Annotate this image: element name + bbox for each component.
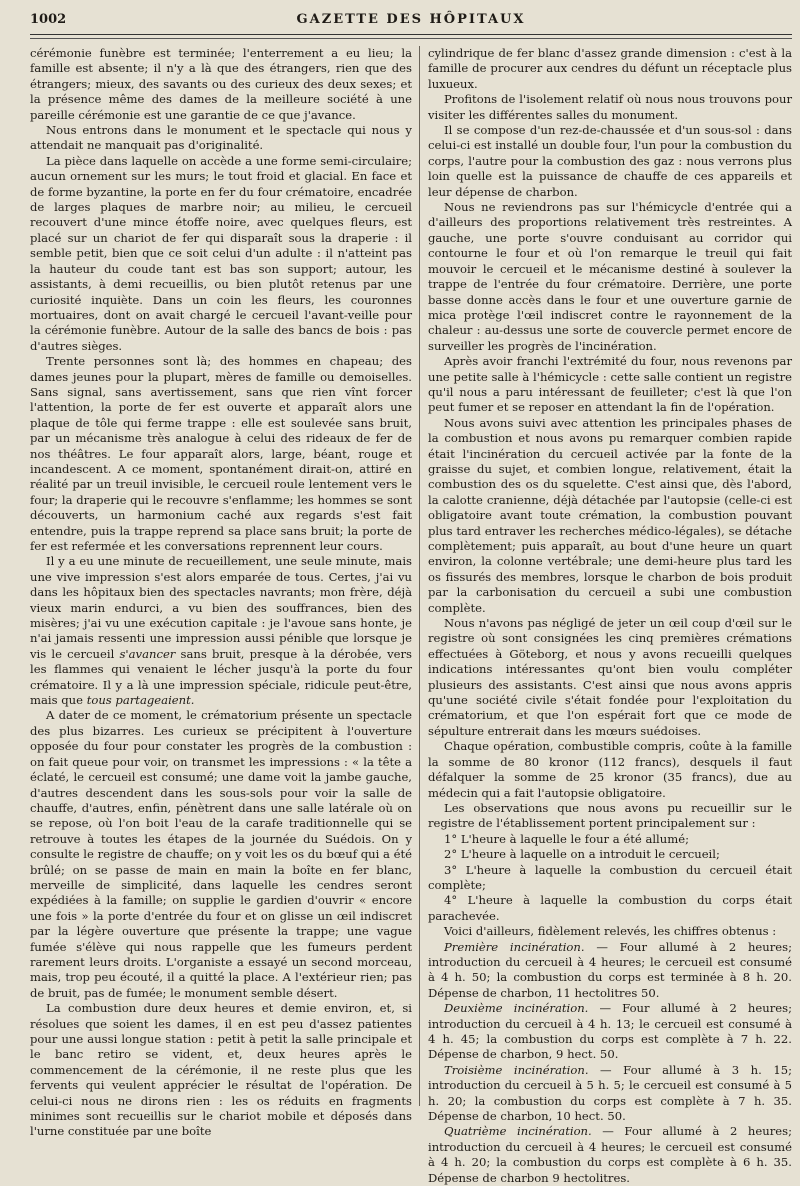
paragraph-text: Nous n'avons pas négligé de jeter un œil coup d'œil sur le registre où sont consignées les cinq premières crémations effectuées à Göteborg, et nous y avons recueilli quelques indications intéressantes qu'ont bien voulu compléter plusieurs des assistants. C'est ainsi que nous avons appris qu'une société civile s'était fondée pour l'exploitation du crématorium, et que l'on espérait fort que ce mode de sépulture entrerait dans les mœurs suédoises. <box>428 616 792 738</box>
paragraph-text: A dater de ce moment, le crématorium présente un spectacle des plus bizarres. Les curieux se précipitent à l'ouverture opposée du four pour constater les progrès de la combustion : on fait queue pour voir, on transmet les impressions : « la tête a éclaté, le cercueil est consumé; une dame voit la jambe gauche, d'autres descendent dans les sous-sols pour voir la salle de chauffe, d'autres, enfin, pénètrent dans une salle latérale où on se repose, où l'on boit l'eau de la carafe traditionnelle qui se retrouve à toutes les étapes de la journée du Suédois. On y consulte le registre de chauffe; on y voit les os du bœuf qui a été brûlé; on se passe de main en main la boîte en fer blanc, merveille de simplicité, dans laquelle les cendres seront expédiées à la famille; on supplie le gardien d'ouvrir « encore une fois » la porte d'entrée du four et on glisse un œil indiscret par la légère ouverture que présente la trappe; une vague fumée s'élève qui nous rappelle que les fumeurs perdent rarement leurs droits. L'organiste a essayé un second morceau, mais, trop peu écouté, il a quitté la place. A l'extérieur rien; pas de bruit, pas de fumée; le monument semble désert. <box>30 708 412 1000</box>
header-rule-thin <box>30 38 792 39</box>
italic-text: Troisième incinération. <box>444 1062 589 1077</box>
paragraph <box>30 1001 412 1140</box>
paragraph <box>30 154 412 354</box>
paragraph-text: 4° L'heure à laquelle la combustion du corps était parachevée. <box>428 893 792 923</box>
paragraph <box>428 1124 792 1186</box>
paragraph <box>428 940 792 1002</box>
right-column <box>428 46 792 1186</box>
paragraph <box>428 1063 792 1125</box>
paragraph-text: — Four allumé à 2 heures; introduction du cercueil à 4 h. 13; le cercueil est consumé à 4 h. 45; la combustion du corps est complète à 7 h. 22. Dépense de charbon, 9 hect. 50. <box>428 1001 792 1062</box>
paragraph-text: — Four allumé à 2 heures; introduction du cercueil à 4 heures; le cercueil est consumé à 4 h. 20; la combustion du corps est complète à 6 h. 35. Dépense de charbon 9 hectolitres. <box>428 1124 792 1185</box>
italic-text: tous partageaient. <box>86 693 195 708</box>
running-title: GAZETTE DES HÔPITAUX <box>296 12 526 27</box>
paragraph <box>30 354 412 554</box>
paragraph-text: Il se compose d'un rez-de-chaussée et d'un sous-sol : dans celui-ci est installé un double four, l'un pour la combustion du corps, l'autre pour la combustion des gaz : nous verrons plus loin quelle est la puissance de chauffe de ces appareils et leur dépense de charbon. <box>428 123 793 199</box>
paragraph-text: Nous entrons dans le monument et le spectacle qui nous y attendait ne manquait pas d'originalité. <box>30 123 412 153</box>
paragraph-text: Trente personnes sont là; des hommes en chapeau; des dames jeunes pour la plupart, mères de famille ou demoiselles. Sans signal, sans avertissement, sans que rien vînt forcer l'attention, la porte de fer est ouverte et apparaît alors une plaque de tôle qui ferme trappe : elle est soulevée sans bruit, par un mécanisme très analogue à celui des rideaux de fer de nos théâtres. Le four apparaît alors, large, béant, rouge et incandescent. A ce moment, spontanément dirait-on, attiré en réalité par un treuil invisible, le cercueil roule lentement vers le four; la draperie qui le recouvre s'enflamme; les hommes se sont découverts, un harmonium caché aux regards s'est fait entendre, puis la trappe reprend sa place sans bruit; la porte de fer est refermée et les conversations reprennent leur cours. <box>30 354 412 553</box>
paragraph <box>428 739 792 801</box>
paragraph <box>30 123 412 154</box>
column-divider <box>419 46 420 1106</box>
paragraph-text: Nous avons suivi avec attention les principales phases de la combustion et nous avons pu remarquer combien rapide était l'incinération du cercueil activée par la fonte de la graisse du sujet, et combien longue, relativement, était la combustion des os du squelette. C'est ainsi que, dès l'abord, la calotte cranienne, déjà détachée par l'autopsie (celle-ci est obligatoire avant toute crémation, la combustion pouvant plus tard entraver les recherches médico-légales), se détache complètement; puis apparaît, au bout d'une heure un quart environ, la colonne vertébrale; une demi-heure plus tard les os fissurés des membres, lorsque le charbon de bois produit par la carbonisation du cercueil a subi une combustion complète. <box>428 415 792 615</box>
paragraph-text: Profitons de l'isolement relatif où nous nous trouvons pour visiter les différentes salles du monument. <box>428 92 792 122</box>
italic-text: s'avancer <box>119 646 176 661</box>
paragraph-text: La combustion dure deux heures et demie environ, et, si résolues que soient les dames, il en est peu d'assez patientes pour une aussi longue station : petit à petit la salle principale et le banc retiro se vident, et, deux heures après le commencement de la cérémonie, il ne reste plus que les fervents qui veulent apprécier le résultat de l'opération. De celui-ci nous ne dirons rien : les os réduits en fragments minimes sont recueillis sur le chariot mobile et déposés dans l'urne constituée par une boîte <box>30 1001 412 1139</box>
paragraph <box>428 616 792 739</box>
italic-text: Première incinération. <box>444 939 585 954</box>
paragraph-text: — Four allumé à 3 h. 15; introduction du cercueil à 5 h. 5; le cercueil est consumé à 5 h. 20; la combustion du corps est complète à 7 h. 35. Dépense de charbon, 10 hect. 50. <box>428 1062 792 1124</box>
paragraph <box>428 46 792 92</box>
paragraph-text: Voici d'ailleurs, fidèlement relevés, les chiffres obtenus : <box>444 924 777 939</box>
paragraph <box>428 1001 792 1063</box>
paragraph <box>428 92 792 123</box>
paragraph <box>30 46 412 123</box>
paragraph <box>428 863 792 894</box>
paragraph-text: Il y a eu une minute de recueillement, une seule minute, mais une vive impression s'est alors emparée de tous. Certes, j'ai vu dans les hôpitaux bien des spectacles navrants; mon frère, déjà vieux marin endurci, a vu bien des souffrances, bien des misères; j'ai vu une exécution capitale : je l'avoue sans honte, je n'ai jamais ressenti une impression aussi pénible que lorsque je vis le cercueil <box>30 554 412 661</box>
paragraph-text: 1° L'heure à laquelle le four a été allumé; <box>444 831 689 846</box>
italic-text: Quatrième incinération. <box>444 1124 592 1139</box>
header-rule <box>30 34 792 35</box>
paragraph-text: Les observations que nous avons pu recueillir sur le registre de l'établissement portent principalement sur : <box>428 800 792 831</box>
paragraph-text: La pièce dans laquelle on accède a une forme semi-circulaire; aucun ornement sur les murs; le tout froid et glacial. En face et de forme byzantine, la porte en fer du four crématoire, encadrée de larges plaques de marbre noir; au milieu, le cercueil recouvert d'une mince étoffe noire, avec quelques fleurs, est placé sur un chariot de fer qui disparaît sous la draperie : il semble petit, bien que ce soit celui d'un adulte : il n'atteint pas la hauteur du coude tant est bas son support; autour, les assistants, à demi recueillis, ou bien plutôt retenus par une curiosité inquiète. Dans un coin les fleurs, les couronnes mortuaires, dont on avait chargé le cercueil l'avant-veille pour la cérémonie funèbre. Autour de la salle des bancs de bois : pas d'autres sièges. <box>30 153 412 353</box>
paragraph <box>428 893 792 924</box>
italic-text: Deuxième incinération. <box>444 1001 589 1016</box>
page-header <box>30 10 792 34</box>
paragraph-text: Chaque opération, combustible compris, coûte à la famille la somme de 80 kronor (112 francs), desquels il faut défalquer la somme de 25 kronor (35 francs), due au médecin qui a fait l'autopsie obligatoire. <box>428 739 792 800</box>
paragraph-text: Nous ne reviendrons pas sur l'hémicycle d'entrée qui a d'ailleurs des proportions relativement très restreintes. A gauche, une porte s'ouvre conduisant au corridor qui contourne le four et où l'on remarque le treuil qui fait mouvoir le cercueil et le mécanisme destiné à soulever la trappe de l'entrée du four crématoire. Derrière, une porte basse donne accès dans le four et une ouverture garnie de mica protège l'œil indiscret contre le rayonnement de la chaleur : au-dessus une sorte de couvercle permet encore de surveiller les progrès de l'incinération. <box>428 200 792 353</box>
paragraph-text: — Four allumé à 2 heures; introduction du cercueil à 4 heures; le cercueil est consumé à 4 h. 50; la combustion du corps est terminée à 8 h. 20. Dépense de charbon, 11 hectolitres 50. <box>428 939 792 1000</box>
paragraph <box>428 801 792 832</box>
paragraph-text: 3° L'heure à laquelle la combustion du cercueil était complète; <box>428 862 792 892</box>
paragraph-text: Après avoir franchi l'extrémité du four, nous revenons par une petite salle à l'hémicycle : cette salle contient un registre qu'il nous a paru intéressant de feuilleter; c'est là que l'on peut fumer et se reposer en attendant la fin de l'opération. <box>428 354 792 415</box>
paragraph-text: sans bruit, presque à la dérobée, vers les flammes qui venaient le lécher jusqu'à la porte du four crématoire. Il y a là une impression spéciale, ridicule peut-être, mais que <box>30 646 412 708</box>
paragraph-text: 2° L'heure à laquelle on a introduit le cercueil; <box>444 847 720 862</box>
paragraph <box>428 832 792 847</box>
page-number: 1002 <box>30 12 67 27</box>
paragraph-text: cylindrique de fer blanc d'assez grande dimension : c'est à la famille de procurer aux cendres du défunt un réceptacle plus luxueux. <box>428 46 792 91</box>
paragraph <box>428 847 792 862</box>
left-column <box>30 46 412 1140</box>
paragraph <box>428 354 792 416</box>
paragraph <box>428 416 792 616</box>
paragraph <box>428 123 792 200</box>
paragraph <box>428 200 792 354</box>
paragraph-text: cérémonie funèbre est terminée; l'enterrement a eu lieu; la famille est absente; il n'y a là que des étrangers, rien que des étrangers; mieux, des savants ou des curieux des deux sexes; et la présence même des dames de la meilleure société à une pareille cérémonie est une garantie de ce que j'avance. <box>30 46 412 122</box>
paragraph <box>30 554 412 708</box>
paragraph <box>428 924 792 939</box>
paragraph <box>30 708 412 1001</box>
